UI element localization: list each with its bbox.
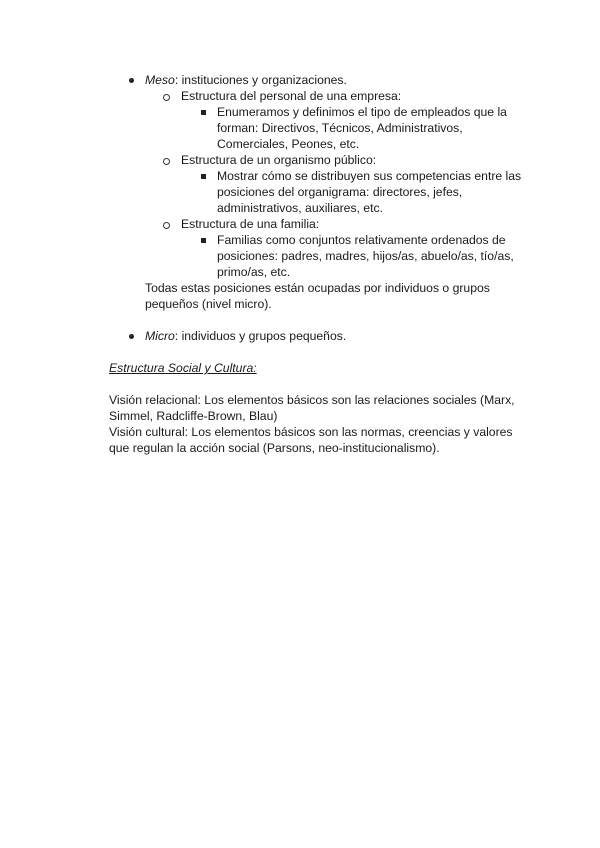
bullet-circle-3	[163, 222, 170, 229]
meso-subitem-detail-line: posiciones: padres, madres, hijos/as, abuelo/as, tío/as,	[217, 249, 514, 263]
paragraph-line: Visión cultural: Los elementos básicos son las normas, creencias y valores	[109, 425, 513, 439]
meso-subitem-label: Estructura de una familia:	[181, 217, 320, 231]
paragraph-line: Visión relacional: Los elementos básicos son las relaciones sociales (Marx,	[109, 393, 515, 407]
bullet-circle-1	[163, 94, 170, 101]
meso-subitem-detail-line: administrativos, auxiliares, etc.	[217, 201, 383, 215]
paragraph-line: que regulan la acción social (Parsons, neo-institucionalismo).	[109, 441, 440, 455]
micro-item	[145, 328, 346, 344]
micro-description: : individuos y grupos pequeños.	[174, 329, 347, 343]
section-heading: Estructura Social y Cultura:	[109, 361, 257, 375]
bullet-circle-2	[163, 158, 170, 165]
meso-description: : instituciones y organizaciones.	[174, 73, 347, 87]
meso-subitem-label: Estructura de un organismo público:	[181, 153, 377, 167]
bullet-disc-meso	[129, 78, 134, 83]
bullet-square-3	[201, 238, 206, 243]
meso-subitem-label: Estructura del personal de una empresa:	[181, 89, 402, 103]
bullet-square-1	[201, 110, 206, 115]
meso-summary-line: Todas estas posiciones están ocupadas por individuos o grupos	[145, 281, 490, 295]
meso-subitem-detail-line: Enumeramos y definimos el tipo de empleados que la	[217, 105, 507, 119]
meso-subitem-detail-line: Familias como conjuntos relativamente ordenados de	[217, 233, 506, 247]
meso-subitem-detail-line: forman: Directivos, Técnicos, Administrativos,	[217, 121, 463, 135]
meso-item	[145, 72, 347, 88]
micro-term: Micro	[145, 329, 175, 343]
meso-subitem-detail-line: primo/as, etc.	[217, 265, 291, 279]
bullet-disc-micro	[129, 334, 134, 339]
bullet-square-2	[201, 174, 206, 179]
meso-subitem-detail-line: posiciones del organigrama: directores, jefes,	[217, 185, 463, 199]
meso-term: Meso	[145, 73, 175, 87]
meso-subitem-detail-line: Comerciales, Peones, etc.	[217, 137, 360, 151]
paragraph-line: Simmel, Radcliffe-Brown, Blau)	[109, 409, 278, 423]
meso-subitem-detail-line: Mostrar cómo se distribuyen sus competencias entre las	[217, 169, 522, 183]
meso-summary-line: pequeños (nivel micro).	[145, 297, 272, 311]
